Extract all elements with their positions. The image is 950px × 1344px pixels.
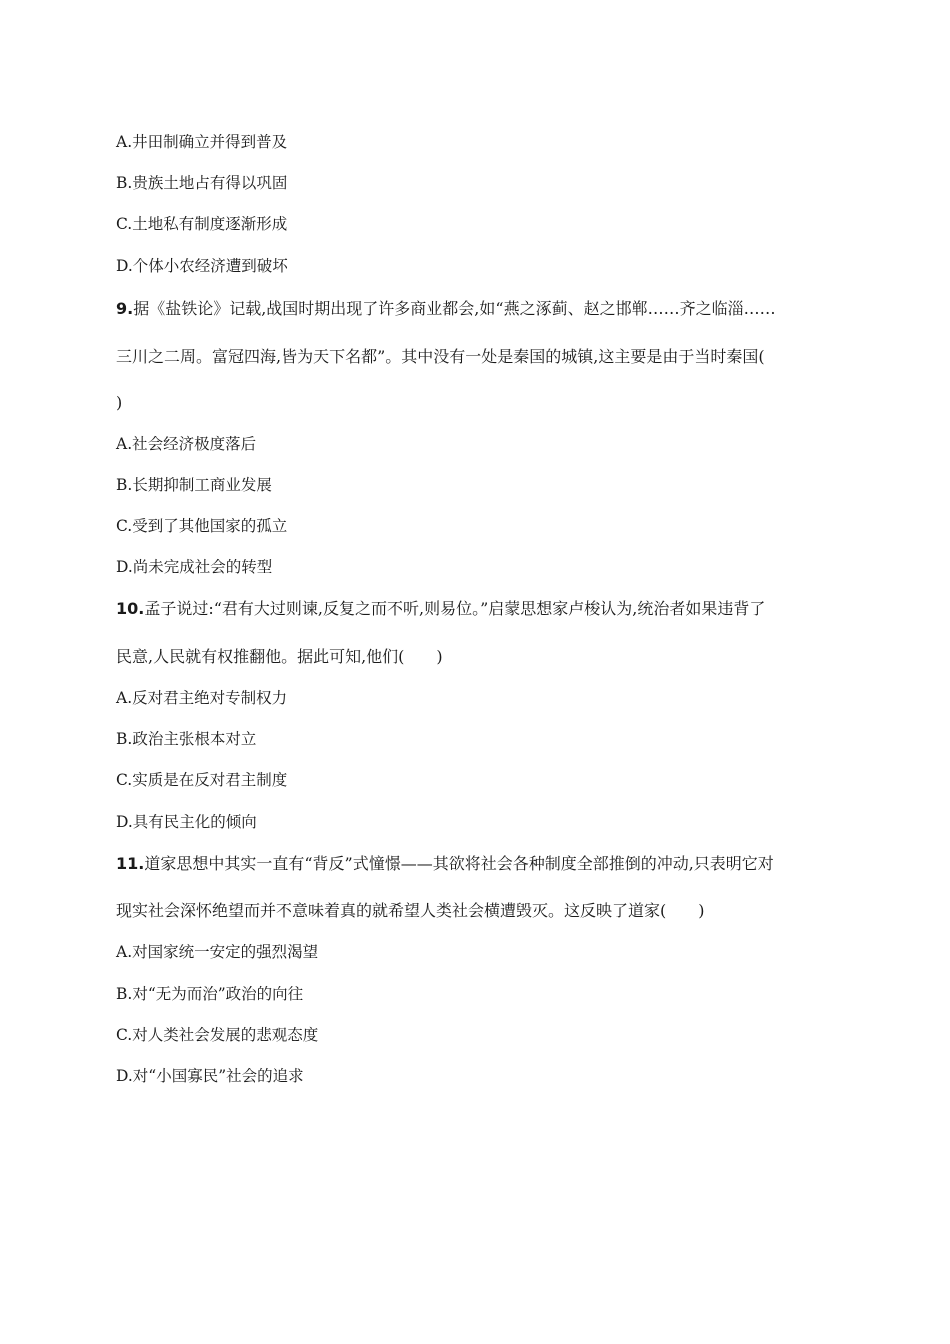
q11-option-c: C.对人类社会发展的悲观态度 — [116, 1026, 319, 1044]
q11-option-b: B.对“无为而治”政治的向往 — [116, 985, 304, 1003]
q11-stem-line-2: 现实社会深怀绝望而并不意味着真的就希望人类社会横遭毁灭。这反映了道家( ) — [116, 901, 705, 920]
q11-option-a: A.对国家统一安定的强烈渴望 — [116, 943, 319, 961]
q9-option-d: D.尚未完成社会的转型 — [116, 558, 273, 576]
q11-option-d: D.对“小国寡民”社会的追求 — [116, 1067, 304, 1085]
q8-option-c: C.土地私有制度逐渐形成 — [116, 215, 288, 233]
q10-stem-line-1: 10.孟子说过:“君有大过则谏,反复之而不听,则易位。”启蒙思想家卢梭认为,统治者如果违背了 — [116, 599, 766, 618]
q9-number: 9. — [116, 299, 134, 318]
q10-option-a: A.反对君主绝对专制权力 — [116, 689, 288, 707]
q9-option-b: B.长期抑制工商业发展 — [116, 476, 272, 494]
q10-option-c: C.实质是在反对君主制度 — [116, 771, 288, 789]
q9-option-c: C.受到了其他国家的孤立 — [116, 517, 288, 535]
q11-stem-line-1: 11.道家思想中其实一直有“背反”式憧憬——其欲将社会各种制度全部推倒的冲动,只表明它对 — [116, 854, 774, 873]
q11-number: 11. — [116, 854, 145, 873]
q9-stem-line-2: 三川之二周。富冠四海,皆为天下名都”。其中没有一处是秦国的城镇,这主要是由于当时秦国( — [116, 347, 765, 366]
q10-number: 10. — [116, 599, 145, 618]
q9-stem-line-1: 9.据《盐铁论》记载,战国时期出现了许多商业都会,如“燕之涿蓟、赵之邯郸……齐之临淄…… — [116, 299, 776, 318]
q8-option-d: D.个体小农经济遭到破坏 — [116, 257, 288, 275]
q8-option-b: B.贵族土地占有得以巩固 — [116, 174, 288, 192]
q10-option-d: D.具有民主化的倾向 — [116, 813, 257, 831]
q9-stem-line-3: ) — [116, 393, 123, 412]
q10-option-b: B.政治主张根本对立 — [116, 730, 257, 748]
q10-stem-line-2: 民意,人民就有权推翻他。据此可知,他们( ) — [116, 647, 443, 666]
q9-option-a: A.社会经济极度落后 — [116, 435, 257, 453]
q8-option-a: A.井田制确立并得到普及 — [116, 133, 288, 151]
